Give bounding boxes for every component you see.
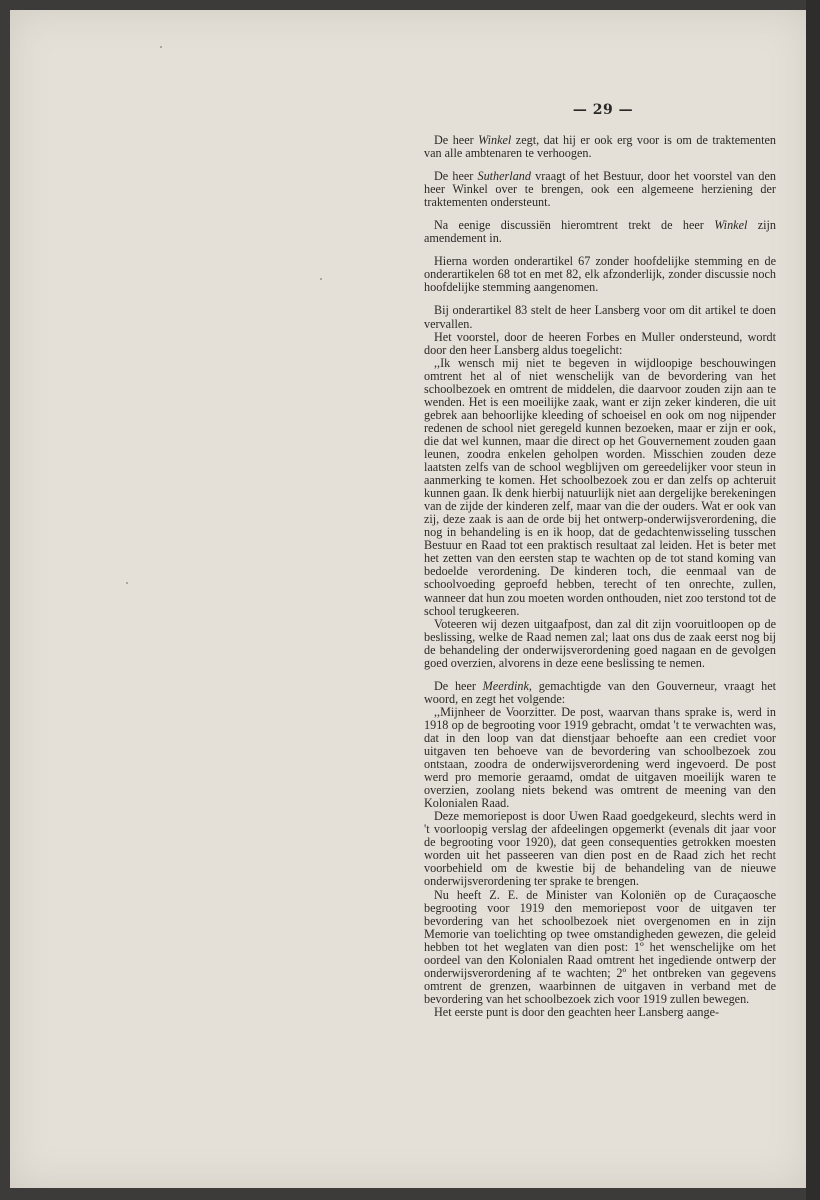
scan-edge [806,0,820,1200]
paragraph-meerdink-intro: De heer Meerdink, gemachtigde van den Gouverneur, vraagt het woord, en zegt het volgende: [424,678,776,706]
paper-speck [160,46,162,48]
page-number: — 29 — [572,102,634,118]
paragraph-discussion: Na eenige discussiën hieromtrent trekt de heer Winkel zijn amendement in. [424,218,776,246]
speaker-name: Winkel [714,218,748,233]
speaker-name: Winkel [478,133,512,147]
text-column [424,134,776,1019]
paper-speck [126,582,128,584]
paragraph-article-83: Bij onderartikel 83 stelt de heer Lansberg voor om dit artikel te doen vervallen. [424,303,776,331]
paragraph-voteeren: Voteeren wij dezen uitgaafpost, dan zal dit zijn vooruitloopen op de beslissing, welke de Raad nemen zal; laat ons dus de zaak eerst nog bij de behandeling der onderwijsverordening goed nagaan en de gevolgen goed overzien, alvorens in deze eene beslissing te nemen. [424,616,776,670]
paragraph-lansberg-quote: ,,Ik wensch mij niet te begeven in wijdloopige beschouwingen omtrent het al of niet wenschelijk van de bevordering van het schoolbezoek en omtrent de middelen, die daarvoor zouden zijn aan te wenden. Het is een moeilijke zaak, want er zijn zeker kinderen, die uit gebrek aan behoorlijke kleeding of schoeisel en ook om nog nijpender redenen de school niet geregeld kunnen bezoeken, maar er zijn er ook, die dat wel kunnen, maar die direct op het Gouvernement zouden gaan leunen, zoodra enkelen geholpen worden. Misschien zouden deze laatsten zelfs van de school wegblijven om gereedelijker voor steun in aanmerking te komen. Het schoolbezoek zou er dan zelfs op achteruit kunnen gaan. Ik denk hierbij natuurlijk niet aan dergelijke berekeningen van de zijde der kinderen zelf, maar van die der ouders. Wat er ook van zij, deze zaak is aan de orde bij het ontwerp-onderwijsverordening, die nog in behandeling is en ik hoop, dat de gedachtenwisseling tusschen Bestuur en Raad tot een praktisch resultaat zal leiden. Het is beter met het zetten van den eersten stap te wachten op de tot stand koming van bedoelde verordening. De kinderen toch, die eenmaal van de schoolvoeding geproefd hebben, terecht of ten onrechte, zullen, wanneer dat hun zou moeten worden onthouden, niet zoo terstond tot de school terugkeeren. [424,355,776,618]
paragraph-sutherland: De heer Sutherland vraagt of het Bestuur, door het voorstel van den heer Winkel over te brengen, ook een algemeene herziening der traktementen ondersteunt. [424,169,776,210]
paragraph-winkel: De heer Winkel zegt, dat hij er ook erg voor is om de traktementen van alle ambtenaren te verhoogen. [424,133,776,161]
paragraph-proposal: Het voorstel, door de heeren Forbes en Muller ondersteund, wordt door den heer Lansberg aldus toegelicht: [424,329,776,357]
paragraph-meerdink-1: ,,Mijnheer de Voorzitter. De post, waarvan thans sprake is, werd in 1918 op de begrooting voor 1919 gebracht, omdat 't te verwachten was, dat in den loop van dat dienstjaar behoefte aan een crediet voor uitgaven ten behoeve van de bevordering van schoolbezoek zou ontstaan, zoodra de onderwijsverordening werd ingevoerd. De post werd pro memorie geraamd, omdat de uitgaven moeilijk waren te overzien, zoolang niets bekend was omtrent de meening van den Kolonialen Raad. [424,704,776,811]
paragraph-articles: Hierna worden onderartikel 67 zonder hoofdelijke stemming en de onderartikelen 68 tot en met 82, elk afzonderlijk, zonder discussie noch hoofdelijke stemming aangenomen. [424,254,776,295]
paragraph-meerdink-3: Nu heeft Z. E. de Minister van Koloniën op de Curaçaosche begrooting voor 1919 den memoriepost voor de uitgaven ter bevordering van het schoolbezoek niet overgenomen en in zijn Memorie van toelichting op twee omstandigheden gewezen, die geleid hebben tot het weglaten van dien post: 1º het wenschelijke om het oordeel van den Kolonialen Raad omtrent het ingediende ontwerp der onderwijsverordening af te wachten; 2º het ontbreken van gegevens omtrent de grenzen, waarbinnen de uitgaven in verband met de bevordering van het schoolbezoek zich voor 1919 zullen bewegen. [424,887,776,1006]
paragraph-meerdink-2: Deze memoriepost is door Uwen Raad goedgekeurd, slechts werd in 't voorloopig verslag der afdeelingen opgemerkt (evenals dit jaar voor de begrooting voor 1920), dat geen consequenties getrokken moesten worden uit het passeeren van dien post en de Raad zich het recht voorbehield om de kwestie bij de behandeling van de nieuwe onderwijsverordening ter sprake te brengen. [424,809,776,889]
paper-speck [320,278,322,280]
paragraph-meerdink-4: Het eerste punt is door den geachten heer Lansberg aange- [434,1004,720,1019]
document-page [10,10,808,1188]
speaker-name: Meerdink [482,678,529,693]
speaker-name: Sutherland [477,169,531,184]
